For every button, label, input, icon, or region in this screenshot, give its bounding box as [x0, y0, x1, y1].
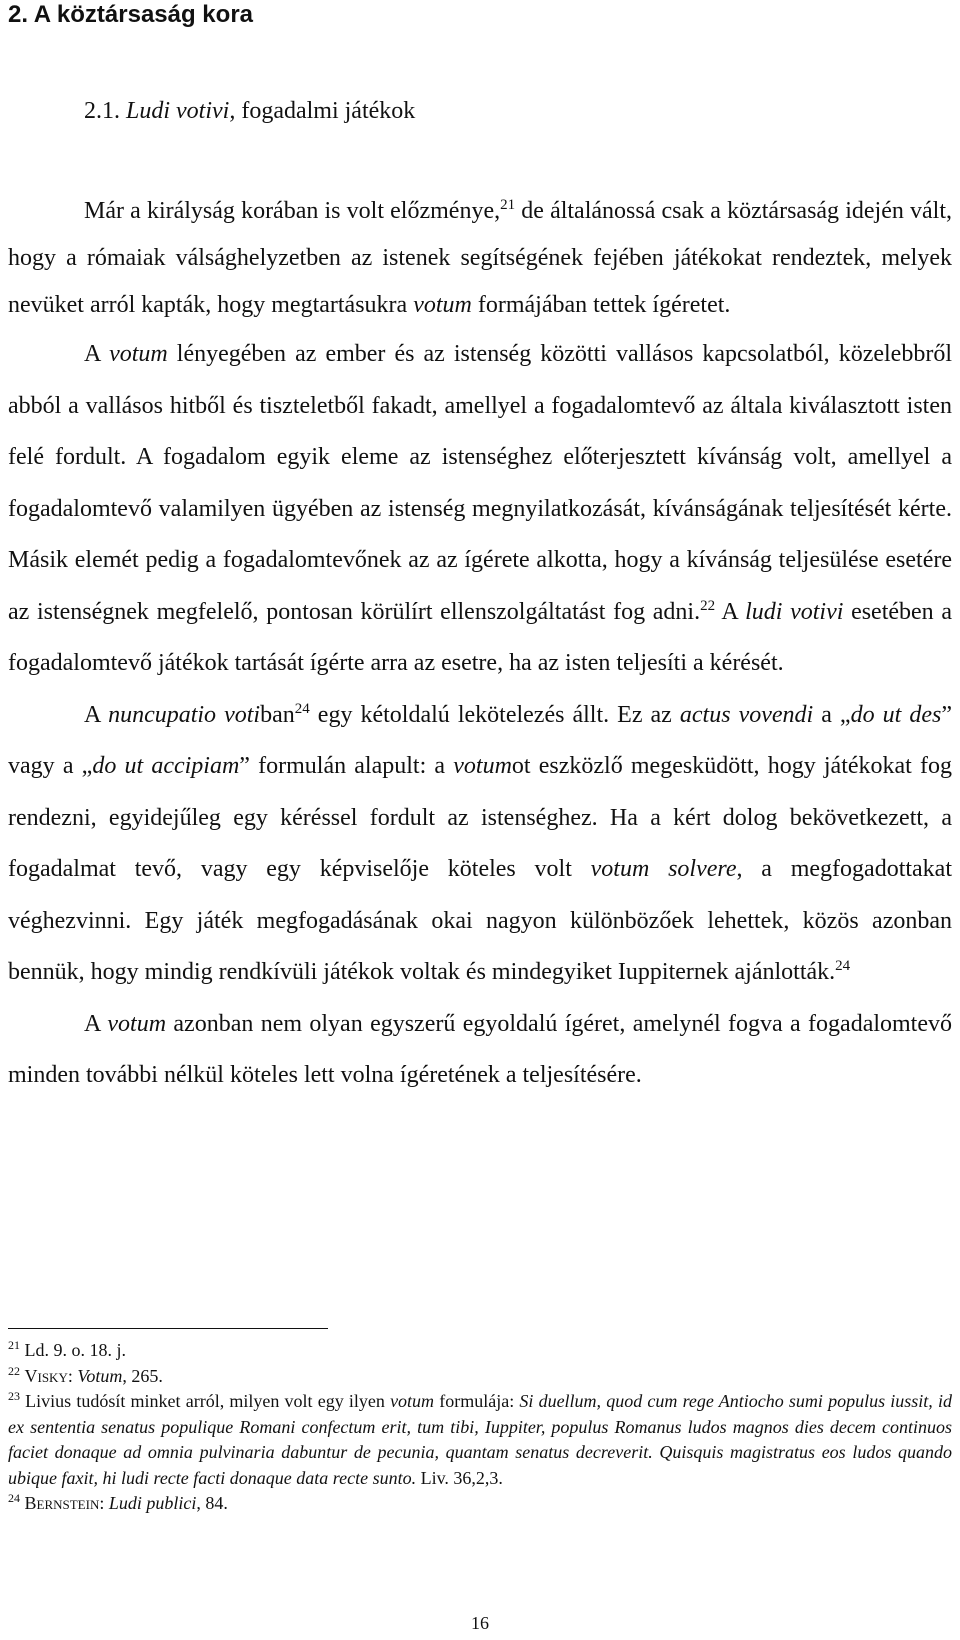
italic-term: votum	[413, 292, 472, 318]
paragraph-3	[8, 690, 952, 999]
italic-term: votum solvere	[590, 856, 737, 882]
italic-term: votum	[107, 1010, 167, 1037]
footnote-text: Livius tudósít minket arról, milyen volt egy ilyen	[20, 1391, 391, 1411]
footnotes	[8, 1338, 952, 1517]
italic-term: actus vovendi	[679, 701, 814, 728]
footnote-number: 21	[8, 1338, 20, 1352]
text-run: , a megfogadottakat véghezvinni. Egy játék megfogadásának okai nagyon különbözőek lehettek, közös azonban bennük, hogy mindig rendkívüli játékok voltak és mindegyiket Iuppiternek ajánlották.	[8, 856, 952, 985]
section-title-italic: Ludi votivi,	[126, 98, 236, 124]
italic-term: votum	[390, 1391, 435, 1411]
footnote-text: :	[99, 1493, 109, 1513]
footnote-23	[8, 1389, 952, 1491]
latin-quotation: Si duellum, quod cum rege Antiocho sumi populus iussit, id ex sententia senatus populique Romani confectum erit, tum tibi, Iuppiter, populus Romanus ludos magnos dies decem continuos faciet donaque ad omnia pulvinaria dabuntur de pecunia, quantam senatus decreverit. Quisquis magistratus eos ludos quando ubique faxit, hi ludi recte facti donaque data recte sunto.	[8, 1391, 952, 1488]
footnote-number: 23	[8, 1389, 20, 1403]
page-number: 16	[471, 1613, 489, 1633]
text-run: lényegében az ember és az istenség közötti vallásos kapcsolatból, közelebbről abból a vallásos hitből és tiszteletből fakadt, amellyel a fogadalomtevő az általa kiválasztott isten felé fordult. A fogadalom egyik eleme az istenséghez előterjesztett kívánság volt, amellyel a fogadalomtevő valamilyen ügyében az istenség megnyilatkozását, kívánságának teljesítését kérte. Másik elemét pedig a fogadalomtevőnek az az ígérete alkotta, hogy a kívánság teljesülése esetére az istenségnek megfelelő, pontosan körülírt ellenszolgáltatást fog adni.	[8, 341, 952, 625]
italic-term: ludi votivi	[745, 598, 844, 625]
footnote-text: , 265.	[122, 1365, 163, 1386]
footnote-text: Ld. 9. o. 18. j.	[20, 1340, 126, 1360]
italic-term: do ut des	[850, 701, 942, 728]
footnote-ref-24: 24	[835, 958, 851, 974]
section-number: 2.1.	[84, 98, 120, 124]
section-heading	[84, 96, 415, 126]
footnote-author: Visky	[24, 1365, 68, 1386]
italic-term: nuncupatio voti	[108, 701, 261, 728]
paragraph-4	[8, 999, 952, 1102]
footnote-text: , 84.	[196, 1493, 228, 1513]
footnote-22	[8, 1364, 952, 1390]
footnote-ref-22: 22	[700, 597, 716, 614]
text-run: A	[715, 598, 746, 625]
paragraph-1	[8, 188, 952, 329]
italic-term: votum	[453, 753, 512, 779]
footnote-24	[8, 1491, 952, 1517]
text-run: ” formulán alapult: a	[239, 753, 454, 779]
text-run: formájában tettek ígéretet.	[471, 292, 731, 318]
italic-term: votum	[109, 341, 168, 367]
text-run: esetében a fogadalomtevő játékok tartását ígérte arra az esetre, ha az isten teljesíti a kérését.	[8, 598, 952, 676]
italic-term: do ut accipiam	[92, 753, 240, 779]
footnote-text: :	[67, 1365, 78, 1386]
text-run: A	[84, 341, 110, 367]
chapter-heading: 2. A köztársaság kora	[8, 1, 254, 28]
footnote-separator	[8, 1328, 328, 1329]
footnote-work: Ludi publici	[108, 1493, 197, 1513]
text-run: de általánossá csak a köztársaság idején vált, hogy a rómaiak válsághelyzetben az istenek segítségének fejében játékokat rendeztek, melyek nevüket arról kapták, hogy megtartásukra	[8, 198, 952, 318]
footnote-ref-23: 24	[294, 700, 310, 717]
footnote-ref-21: 21	[500, 197, 516, 213]
text-run: A	[84, 701, 109, 728]
text-run: azonban nem olyan egyszerű egyoldalú ígéret, amelynél fogva a fogadalomtevő minden további nélkül köteles lett volna ígéretének a teljesítésére.	[8, 1010, 952, 1088]
text-run: Már a királyság korában is volt előzménye,	[84, 198, 501, 224]
footnote-number: 24	[8, 1491, 20, 1505]
footnote-text: formulája:	[434, 1391, 520, 1411]
footnote-number: 22	[8, 1363, 20, 1378]
text-run: a „	[813, 701, 851, 728]
text-run: A	[84, 1010, 108, 1037]
text-run: ” vagy a „	[8, 701, 952, 779]
section-title-rest: fogadalmi játékok	[235, 98, 416, 124]
footnote-work: Votum	[77, 1365, 123, 1386]
footnote-author: Bernstein	[24, 1493, 100, 1513]
paragraph-2	[8, 329, 952, 690]
text-run: egy kétoldalú lekötelezés állt. Ez az	[309, 701, 680, 728]
body-text	[8, 188, 952, 1102]
text-run: ot eszközlő megesküdött, hogy játékokat fog rendezni, egyidejűleg egy kéréssel fordult az istenséghez. Ha a kért dolog bekövetkezett, a fogadalmat tevő, vagy egy képviselője köteles volt	[8, 753, 952, 882]
text-run: ban	[260, 701, 295, 728]
footnote-text: Liv. 36,2,3.	[416, 1467, 503, 1488]
footnote-21	[8, 1338, 952, 1364]
